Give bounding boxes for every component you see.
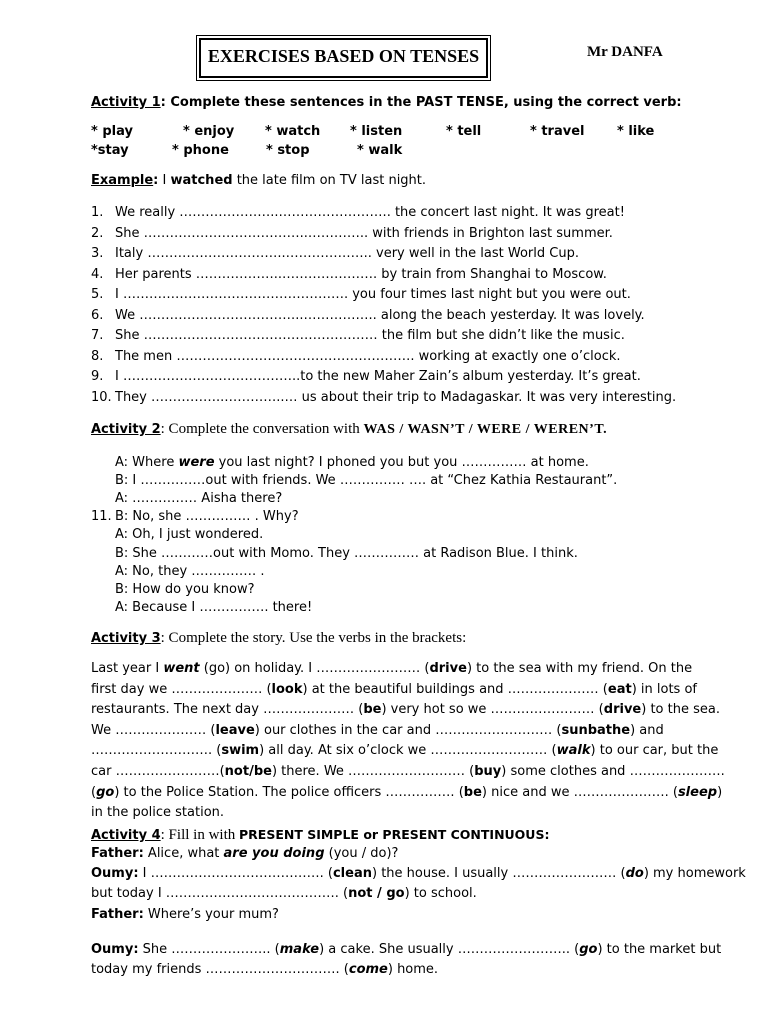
story-line: We ………………… (leave) our clothes in the car and ……………………… (sunbathe) and xyxy=(91,722,664,738)
activity2-instruction: : Complete the conversation with xyxy=(160,421,364,437)
sentence-item: She ……………………………………………… the film but she didn’t like the music. xyxy=(115,328,625,343)
sentence-item: I ……………………………………………. you four times last night but you were out. xyxy=(115,287,631,302)
dialogue-line: Father: Where’s your mum? xyxy=(91,907,279,922)
conversation-line: A: No, they …………… . xyxy=(115,563,265,579)
story-line: car ……………………(not/be) there. We ……………………… (buy) some clothes and …………………. xyxy=(91,764,725,779)
verb-option-row2-1: * phone xyxy=(172,143,229,158)
sentence-item: We ………………………………..…………….. along the beach yesterday. It was lovely. xyxy=(115,307,645,323)
example-colon: : xyxy=(153,173,159,188)
conversation-line: B: No, she …………… . Why? xyxy=(115,509,299,525)
item-number: 1. xyxy=(91,205,104,220)
story-line: restaurants. The next day ………………… (be) very hot so we …………………… (drive) to the sea. xyxy=(91,702,720,718)
verb-option-6: * like xyxy=(617,124,655,139)
conversation-line: B: How do you know? xyxy=(115,581,255,597)
activity2-instruction-bold: WAS / WASN’T / WERE / WEREN’T. xyxy=(363,422,608,437)
activity4-instruction-bold: PRESENT SIMPLE or PRESENT CONTINUOUS: xyxy=(239,827,550,842)
dialogue-line: Father: Alice, what are you doing (you / do)? xyxy=(91,846,399,861)
verb-option-5: * travel xyxy=(530,124,585,139)
example-post: the late film on TV last night. xyxy=(232,173,427,188)
verb-option-row2-2: * stop xyxy=(266,143,310,158)
example-label: Example xyxy=(91,173,154,188)
sentence-item: Italy …………………………..……………….. very well in the last World Cup. xyxy=(115,246,579,261)
author: Mr DANFA xyxy=(587,44,663,60)
story-line: ………………………. (swim) all day. At six o’clock we ……………………… (walk) to our car, but the xyxy=(91,743,719,759)
verb-option-row2-0: *stay xyxy=(91,143,129,158)
title-box xyxy=(199,38,488,78)
item-number: 5. xyxy=(91,287,104,302)
activity1-heading xyxy=(91,94,682,112)
item-number: 6. xyxy=(91,307,104,323)
sentence-item: We really …………………..…………………….. the concert last night. It was great! xyxy=(115,205,625,220)
page-title: EXERCISES BASED ON TENSES xyxy=(207,46,480,66)
item-number: 9. xyxy=(91,369,104,384)
verb-option-1: * enjoy xyxy=(183,124,235,139)
activity1-instruction: : Complete these sentences in the PAST TENSE, using the correct verb: xyxy=(160,95,682,110)
verb-option-4: * tell xyxy=(446,124,482,139)
story-line: in the police station. xyxy=(91,805,225,821)
example-pre: I xyxy=(158,173,171,188)
activity4-instruction: : Fill in with xyxy=(160,827,239,843)
conversation-line: B: She …………out with Momo. They …………… at Radison Blue. I think. xyxy=(115,545,578,561)
verb-option-row2-3: * walk xyxy=(357,143,403,158)
activity2-heading xyxy=(91,421,607,439)
story-line: first day we ………………… (look) at the beautiful buildings and ………………… (eat) in lots of xyxy=(91,681,697,697)
dialogue-line: but today I …………………………………. (not / go) to school. xyxy=(91,886,477,901)
dialogue-line: today my friends …………………………. (come) home. xyxy=(91,962,439,977)
item-number: 8. xyxy=(91,348,104,364)
story-line: Last year I went (go) on holiday. I …………………… (drive) to the sea with my friend. On the xyxy=(91,661,693,676)
verb-option-3: * listen xyxy=(350,124,403,139)
item-number: 7. xyxy=(91,328,104,343)
activity4-heading xyxy=(91,824,549,845)
sentence-item: I …………………………………..to the new Maher Zain’s album yesterday. It’s great. xyxy=(115,369,641,384)
activity4-label: Activity 4 xyxy=(91,828,161,843)
conversation-line: A: …………… Aisha there? xyxy=(115,491,283,507)
conversation-line: B: I ……………out with friends. We …………… …. at “Chez Kathia Restaurant”. xyxy=(115,473,618,489)
conversation-line: A: Oh, I just wondered. xyxy=(115,527,264,543)
conversation-line: A: Because I ……………. there! xyxy=(115,599,313,615)
example-verb: watched xyxy=(170,173,233,188)
sentence-item: She ………………………………..………….. with friends in Brighton last summer. xyxy=(115,225,613,241)
conversation-number: 11. xyxy=(91,509,112,525)
sentence-item: The men ………………………………………………. working at exactly one o’clock. xyxy=(115,348,621,364)
item-number: 3. xyxy=(91,246,104,261)
dialogue-line: Oumy: She ………………….. (make) a cake. She usually …………………….. (go) to the market but xyxy=(91,942,722,957)
activity2-label: Activity 2 xyxy=(91,422,161,437)
conversation-line: A: Where were you last night? I phoned you but you …………… at home. xyxy=(115,455,589,470)
activity3-heading xyxy=(91,627,466,648)
item-number: 10. xyxy=(91,389,112,405)
example-line xyxy=(91,172,426,190)
sentence-item: Her parents ………………..…………………. by train from Shanghai to Moscow. xyxy=(115,266,607,282)
dialogue-line: Oumy: I …………………………………. (clean) the house. I usually …………………… (do) my homework xyxy=(91,866,746,881)
item-number: 4. xyxy=(91,266,104,282)
activity3-label: Activity 3 xyxy=(91,631,161,646)
verb-option-0: * play xyxy=(91,124,133,139)
activity3-instruction: : Complete the story. Use the verbs in the brackets: xyxy=(160,630,467,646)
sentence-item: They ……………..…………..… us about their trip to Madagaskar. It was very interesting. xyxy=(115,389,677,405)
verb-option-2: * watch xyxy=(265,124,321,139)
item-number: 2. xyxy=(91,225,104,241)
activity1-label: Activity 1 xyxy=(91,95,161,110)
story-line: (go) to the Police Station. The police officers ……………. (be) nice and we …………………. (sleep) xyxy=(91,784,723,800)
